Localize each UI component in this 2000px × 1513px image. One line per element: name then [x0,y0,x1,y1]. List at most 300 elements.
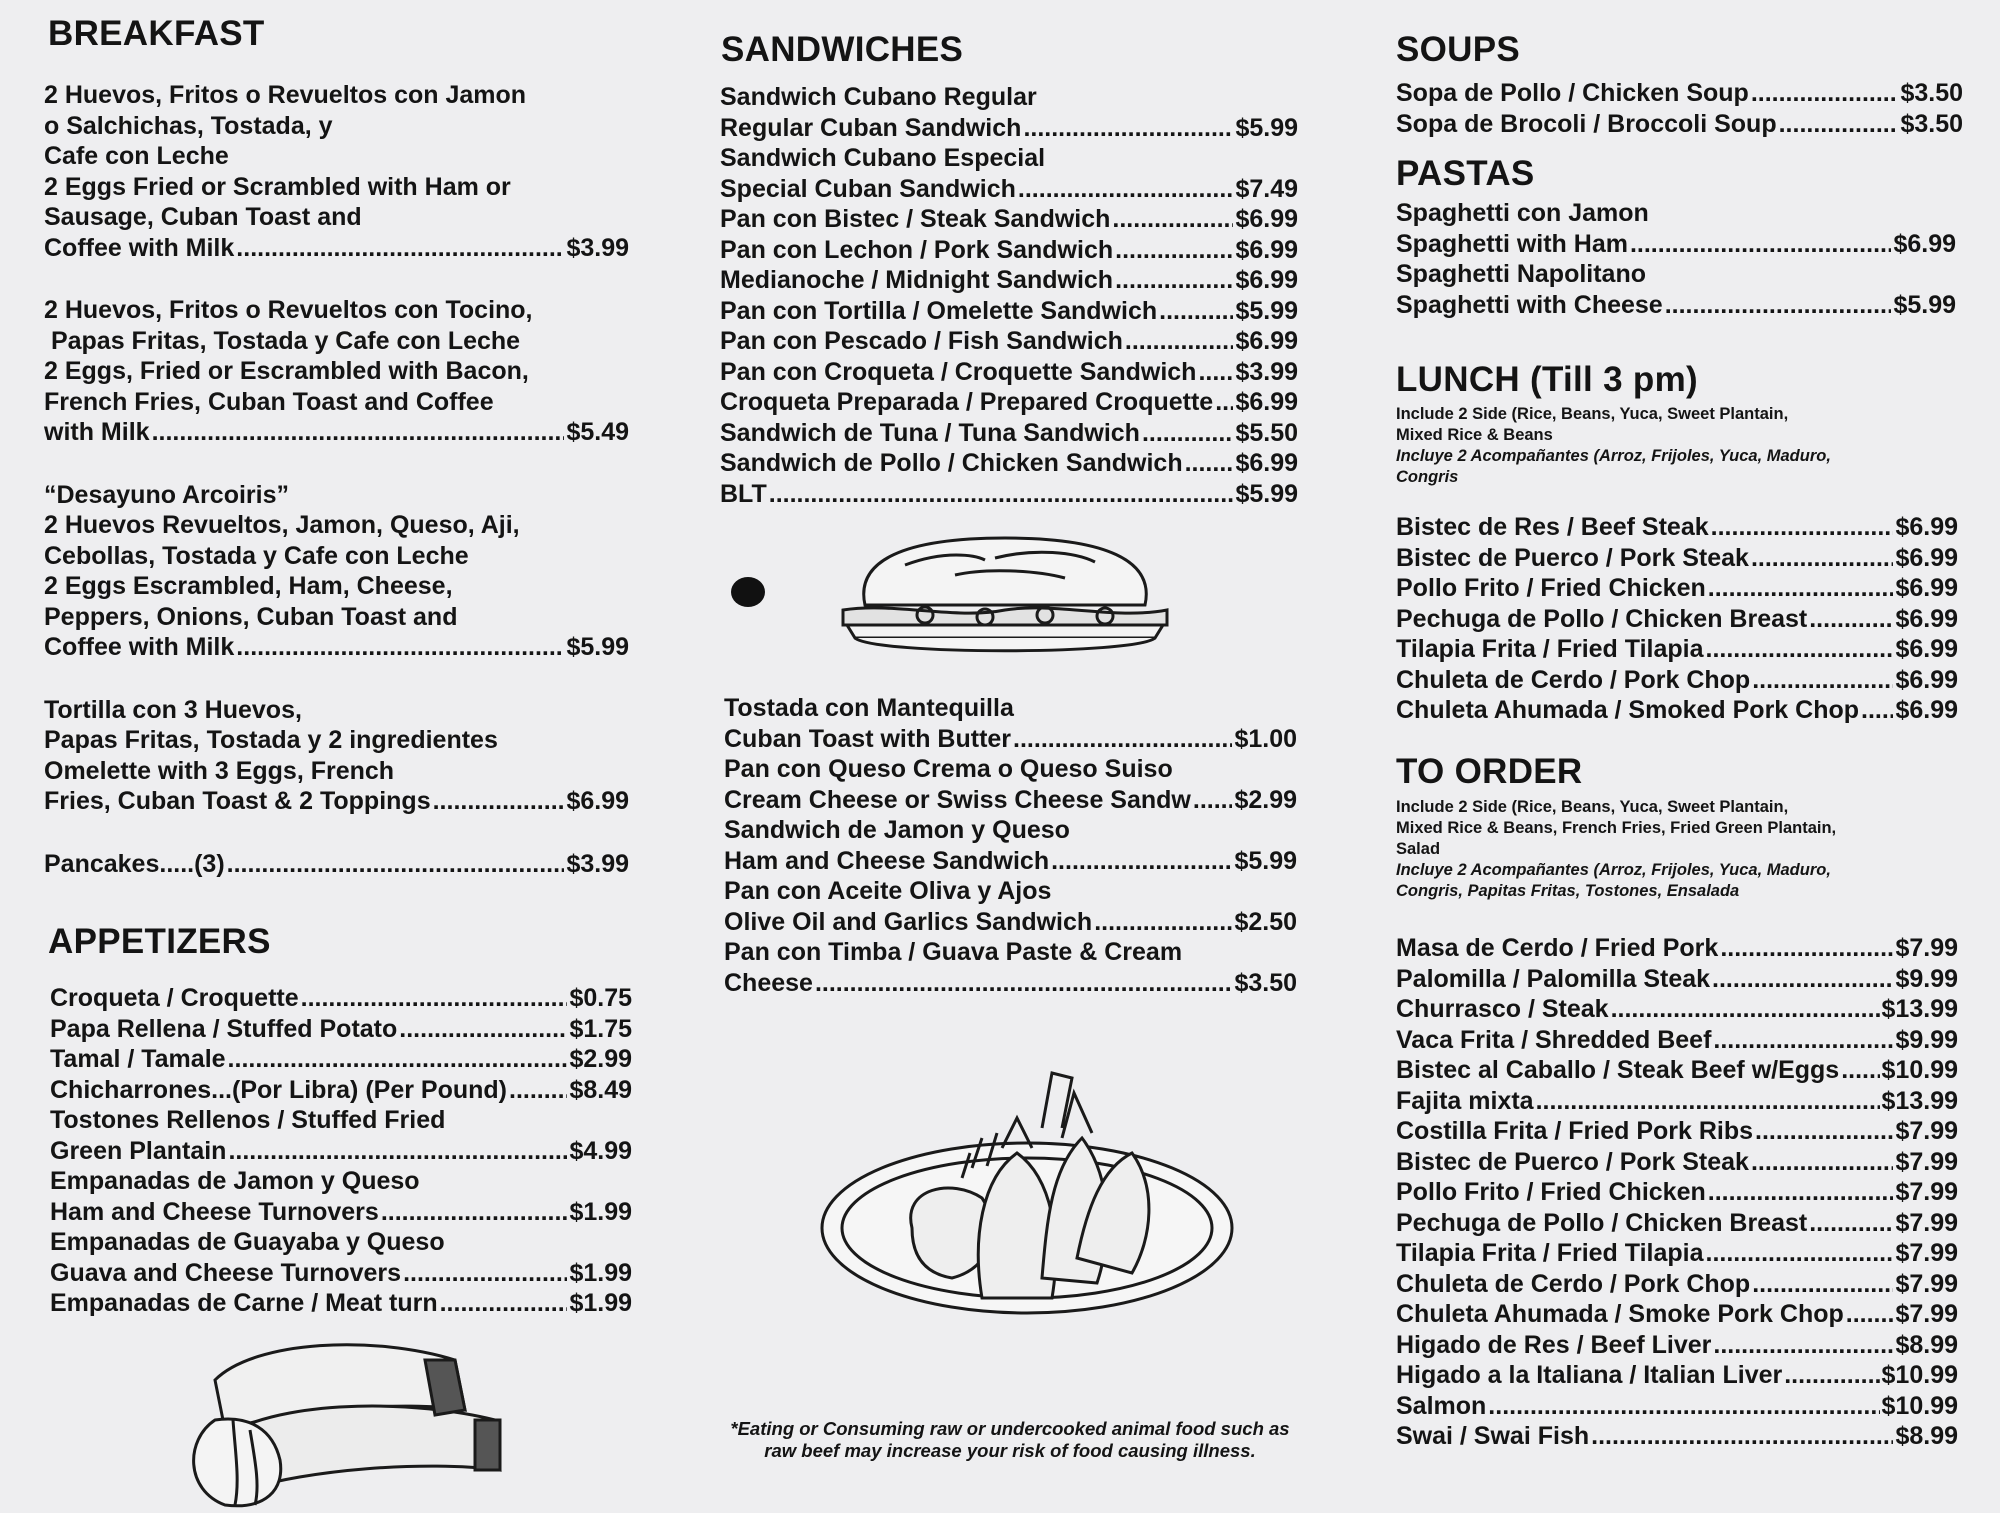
menu-item-name: Pollo Frito / Fried Chicken [1396,1178,1706,1206]
dot-leader [228,1136,567,1167]
pastas-list [1396,198,1956,320]
menu-item-name: Coffee with Milk [44,233,235,262]
menu-item-price-line [724,968,1297,999]
dot-leader [1115,265,1233,296]
menu-item-price: $5.99 [566,633,629,661]
dot-leader [440,1288,568,1319]
menu-item-text: 2 Eggs Escrambled, Ham, Cheese, [44,572,453,600]
dot-leader [1115,235,1233,266]
menu-item [720,479,1298,510]
menu-item [44,849,629,880]
dot-leader [1751,78,1899,109]
menu-item-price-line [44,417,629,448]
menu-item-name: Green Plantain [50,1136,227,1165]
menu-item-name: Empanadas de Carne / Meat turn [50,1289,438,1317]
menu-item-text: “Desayuno Arcoiris” [44,480,289,509]
menu-item-text: Empanadas de Jamon y Queso [50,1167,420,1195]
menu-item-text: 2 Huevos, Fritos o Revueltos con Jamon [44,81,527,109]
dot-leader [1198,357,1233,388]
menu-item-name: Pan con Tortilla / Omelette Sandwich [720,296,1158,325]
dot-leader [1706,634,1894,665]
menu-item-price: $10.99 [1881,1361,1958,1389]
menu-item [50,1166,632,1227]
menu-item-price-line [720,448,1298,479]
dot-leader [1023,113,1233,144]
menu-item-price: $6.99 [1895,604,1958,633]
menu-item-price: $5.99 [1893,290,1956,319]
menu-item-name: Fries, Cuban Toast & 2 Toppings [44,787,431,815]
menu-item-price: $13.99 [1881,1086,1958,1115]
menu-item-price: $8.99 [1895,1330,1958,1359]
dot-leader [1630,229,1891,260]
menu-item-name: Swai / Swai Fish [1396,1422,1590,1450]
menu-item-name: Higado a la Italiana / Italian Liver [1396,1361,1783,1389]
to-order-note-4: Incluye 2 Acompañantes (Arroz, Frijoles, Yuca, Maduro, [1396,861,1831,879]
to-order-title: TO ORDER [1396,752,1583,791]
menu-item-name: Bistec de Puerco / Pork Steak [1396,1147,1749,1176]
dot-leader [1611,994,1880,1025]
dot-leader [1193,785,1233,816]
menu-item-price: $1.00 [1234,724,1297,753]
dot-leader [1215,387,1233,418]
dot-leader [1094,907,1232,938]
menu-item-price-line [720,235,1298,266]
menu-item-price-line [720,113,1298,144]
menu-item-text: Pan con Aceite Oliva y Ajos [724,877,1052,905]
menu-item-name: Salmon [1396,1391,1487,1420]
menu-item [724,693,1297,754]
menu-item [1396,1147,1958,1178]
menu-item-price-line [1396,229,1956,260]
dot-leader [1861,695,1893,726]
menu-item [1396,695,1958,726]
menu-item-price: $6.99 [1895,665,1958,694]
menu-item [50,1014,632,1045]
menu-item-price-line [720,296,1298,327]
menu-item [1396,543,1958,574]
menu-item-name: Churrasco / Steak [1396,995,1609,1023]
menu-item-name: Bistec al Caballo / Steak Beef w/Eggs [1396,1056,1840,1084]
menu-item [44,80,629,263]
menu-item-price-line [1396,1177,1958,1208]
menu-item-price: $7.99 [1895,1300,1958,1328]
dot-leader [236,632,564,663]
menu-item [50,1288,632,1319]
menu-item [50,1075,632,1106]
soups-list [1396,78,1963,139]
footnote-line-1: *Eating or Consuming raw or undercooked animal food such as [730,1418,1290,1439]
menu-item-price: $5.99 [1235,296,1298,325]
dot-leader [1488,1391,1879,1422]
to-order-note [1396,797,1836,902]
menu-item-name: Papa Rellena / Stuffed Potato [50,1014,398,1043]
menu-item [1396,198,1956,259]
menu-item [1396,1299,1958,1330]
menu-item [1396,259,1956,320]
menu-item-price: $6.99 [1235,327,1298,355]
dot-leader [227,849,565,880]
menu-item-price-line [1396,994,1958,1025]
menu-item-price: $4.99 [569,1136,632,1165]
menu-item [720,387,1298,418]
menu-item-text: 2 Huevos, Fritos o Revueltos con Tocino, [44,296,533,324]
menu-item [1396,604,1958,635]
menu-item-price: $7.49 [1235,174,1298,203]
menu-item-price: $10.99 [1881,1391,1958,1420]
menu-item [724,754,1297,815]
menu-item-price: $6.99 [1235,449,1298,477]
menu-item-price-line [1396,695,1958,726]
menu-item [720,296,1298,327]
dot-leader [1125,326,1234,357]
breakfast-title: BREAKFAST [48,14,265,53]
dot-leader [1779,109,1899,140]
dot-leader [1712,964,1893,995]
dot-leader [1713,1025,1893,1056]
menu-item-name: Chuleta Ahumada / Smoked Pork Chop [1396,696,1860,724]
lunch-note-4: Congris [1396,468,1459,486]
dot-leader [1051,846,1232,877]
menu-item-price-line [44,632,629,663]
menu-item-price: $5.49 [566,418,629,446]
menu-item-price: $6.99 [1895,696,1958,724]
menu-item-price-line [720,418,1298,449]
menu-item-price: $6.99 [1235,235,1298,264]
dot-leader [509,1075,567,1106]
menu-item-price-line [1396,512,1958,543]
dot-leader [1013,724,1232,755]
menu-item-name: Croqueta / Croquette [50,984,299,1012]
menu-item-price-line [50,1288,632,1319]
menu-item-name: Pan con Bistec / Steak Sandwich [720,205,1111,233]
dot-leader [399,1014,567,1045]
dot-leader [1713,1330,1893,1361]
menu-item-price-line [50,1014,632,1045]
menu-item-name: Coffee with Milk [44,633,235,661]
menu-item-price-line [1396,634,1958,665]
menu-item-name: Regular Cuban Sandwich [720,113,1022,142]
tamale-garlic-illustration [155,1320,515,1510]
menu-item-price: $3.50 [1900,109,1963,138]
lunch-note-3: Incluye 2 Acompañantes (Arroz, Frijoles, Yuca, Maduro, [1396,447,1831,465]
menu-item [724,876,1297,937]
menu-item [50,1044,632,1075]
dot-leader [1751,1147,1894,1178]
menu-item-text: 2 Eggs, Fried or Escrambled with Bacon, [44,357,529,385]
menu-item-name: Pechuga de Pollo / Chicken Breast [1396,1208,1808,1237]
menu-item-price: $8.49 [569,1075,632,1104]
menu-item-name: Masa de Cerdo / Fried Pork [1396,934,1719,962]
menu-item-text: Omelette with 3 Eggs, French [44,756,395,785]
menu-item-price: $8.99 [1895,1422,1958,1450]
menu-item-name: with Milk [44,418,150,446]
to-order-note-3: Salad [1396,840,1441,858]
menu-item [44,480,629,663]
menu-item [50,1227,632,1288]
dot-leader [1708,573,1894,604]
menu-item-price-line [44,786,629,817]
menu-item-text: Pan con Timba / Guava Paste & Cream [724,938,1183,966]
menu-item-text: Cebollas, Tostada y Cafe con Leche [44,541,469,570]
menu-item-price: $3.99 [566,233,629,262]
menu-item [1396,634,1958,665]
menu-item-price-line [50,1258,632,1289]
menu-item-text: French Fries, Cuban Toast and Coffee [44,387,494,416]
to-order-note-1: Include 2 Side (Rice, Beans, Yuca, Sweet Plantain, [1396,798,1789,816]
menu-item-name: Pechuga de Pollo / Chicken Breast [1396,604,1808,633]
menu-item-price: $6.99 [1895,635,1958,663]
menu-item-price-line [1396,1421,1958,1452]
menu-item-name: Higado de Res / Beef Liver [1396,1330,1712,1359]
to-order-note-5: Congris, Papitas Fritas, Tostones, Ensalada [1396,882,1740,900]
menu-item-name: Palomilla / Palomilla Steak [1396,964,1711,993]
menu-item-text: Sandwich Cubano Especial [720,144,1046,172]
menu-item-text: Papas Fritas, Tostada y 2 ingredientes [44,726,498,754]
menu-item-price-line [1396,665,1958,696]
menu-item-price: $2.99 [569,1045,632,1073]
menu-item-name: Sopa de Brocoli / Broccoli Soup [1396,109,1777,138]
menu-item [720,357,1298,388]
menu-item-price: $6.99 [1895,574,1958,602]
menu-item-name: Cheese [724,968,813,997]
dot-leader [228,1044,568,1075]
menu-item-price-line [44,233,629,264]
menu-item-name: BLT [720,479,767,508]
menu-item-text: Sandwich Cubano Regular [720,83,1037,111]
menu-item-price-line [724,846,1297,877]
menu-item [1396,512,1958,543]
menu-item [1396,1391,1958,1422]
sandwiches-list [720,82,1298,509]
menu-item-price: $2.99 [1234,785,1297,814]
menu-dot-mark [728,574,768,610]
menu-item-price-line [1396,109,1963,140]
menu-item [724,815,1297,876]
menu-item-name: Sandwich de Pollo / Chicken Sandwich [720,449,1183,477]
dot-leader [403,1258,567,1289]
menu-item [720,265,1298,296]
menu-item-price: $1.75 [569,1014,632,1043]
menu-item-price-line [1396,1330,1958,1361]
menu-item-text: Papas Fritas, Tostada y Cafe con Leche [44,326,521,355]
menu-item [1396,1269,1958,1300]
menu-item-price-line [720,326,1298,357]
menu-item-price: $3.99 [1235,357,1298,386]
lunch-title: LUNCH (Till 3 pm) [1396,360,1698,399]
menu-item-name: Chuleta de Cerdo / Pork Chop [1396,665,1751,694]
menu-item-price: $6.99 [1235,266,1298,294]
menu-item-price-line [44,849,629,880]
menu-item-price: $6.99 [1893,229,1956,258]
menu-item-price: $7.99 [1895,1117,1958,1145]
menu-item-name: Chuleta Ahumada / Smoke Pork Chop [1396,1300,1844,1328]
dot-leader [236,233,564,264]
menu-item-name: Bistec de Puerco / Pork Steak [1396,543,1749,572]
menu-item-price: $6.99 [566,787,629,815]
menu-item-price-line [720,387,1298,418]
to-order-note-2: Mixed Rice & Beans, French Fries, Fried Green Plantain, [1396,819,1837,837]
dot-leader [1536,1086,1880,1117]
plate-illustration [812,1058,1242,1318]
footnote-line-2: raw beef may increase your risk of food causing illness. [764,1440,1256,1461]
lunch-note-2: Mixed Rice & Beans [1396,426,1553,444]
menu-item-price-line [1396,933,1958,964]
menu-item-name: Chicharrones...(Por Libra) (Per Pound) [50,1075,507,1104]
menu-item-name: Costilla Frita / Fried Pork Ribs [1396,1117,1754,1145]
lunch-note-1: Include 2 Side (Rice, Beans, Yuca, Sweet Plantain, [1396,405,1789,423]
menu-item [50,1105,632,1166]
menu-item-price-line [1396,1269,1958,1300]
menu-item-price-line [1396,543,1958,574]
menu-item-text: 2 Huevos Revueltos, Jamon, Queso, Aji, [44,511,520,539]
menu-item-price-line [50,1075,632,1106]
menu-item-text: Tostada con Mantequilla [724,694,1014,722]
menu-item-price-line [1396,573,1958,604]
menu-item-price-line [1396,1208,1958,1239]
menu-item [720,235,1298,266]
menu-item-price: $5.50 [1235,418,1298,447]
menu-item-price: $6.99 [1235,205,1298,233]
menu-item-price-line [50,1044,632,1075]
menu-item [50,983,632,1014]
menu-item-price: $7.99 [1895,1269,1958,1298]
menu-item-price-line [724,907,1297,938]
menu-item-price-line [50,983,632,1014]
menu-item-name: Cream Cheese or Swiss Cheese Sandw [724,785,1191,814]
dot-leader [1752,1269,1893,1300]
menu-item [1396,665,1958,696]
menu-item-text: Spaghetti con Jamon [1396,199,1649,227]
menu-item-text: Sausage, Cuban Toast and [44,203,362,231]
menu-item-text: Empanadas de Guayaba y Queso [50,1228,445,1256]
menu-item-name: Pan con Croqueta / Croquette Sandwich [720,357,1197,386]
menu-item-name: Tamal / Tamale [50,1045,226,1073]
breakfast-list [44,80,629,879]
menu-item-price-line [720,265,1298,296]
dot-leader [301,983,568,1014]
dot-leader [1720,933,1893,964]
dot-leader [1784,1360,1879,1391]
menu-item [720,448,1298,479]
menu-item-price-line [1396,1360,1958,1391]
menu-item [1396,1421,1958,1452]
menu-item [1396,1360,1958,1391]
menu-item-price: $7.99 [1895,1147,1958,1176]
menu-item-price-line [720,357,1298,388]
menu-item-text: Cafe con Leche [44,142,229,170]
menu-item-price: $9.99 [1895,1025,1958,1054]
dot-leader [1665,290,1892,321]
menu-item-name: Spaghetti with Cheese [1396,290,1663,319]
menu-item-price-line [724,724,1297,755]
dot-leader [1841,1055,1879,1086]
footnote [690,1418,1330,1462]
menu-item-name: Chuleta de Cerdo / Pork Chop [1396,1269,1751,1298]
menu-item [1396,1116,1958,1147]
menu-item [1396,1330,1958,1361]
menu-item-price: $6.99 [1895,513,1958,541]
menu-item [1396,1086,1958,1117]
menu-item-text: Tostones Rellenos / Stuffed Fried [50,1106,446,1134]
menu-item [1396,109,1963,140]
menu-item-name: Sandwich de Tuna / Tuna Sandwich [720,418,1140,447]
dot-leader [1751,543,1894,574]
menu-item [720,204,1298,235]
menu-item-price-line [1396,964,1958,995]
pastas-title: PASTAS [1396,154,1535,193]
menu-item [1396,964,1958,995]
menu-item-name: Tilapia Frita / Fried Tilapia [1396,635,1704,663]
menu-item-price-line [1396,1147,1958,1178]
dot-leader [1142,418,1233,449]
lunch-note [1396,404,1831,488]
dot-leader [1846,1299,1894,1330]
menu-item-price-line [1396,1299,1958,1330]
dot-leader [769,479,1234,510]
menu-item-price-line [50,1197,632,1228]
menu-item-price-line [1396,1116,1958,1147]
menu-item [1396,573,1958,604]
dot-leader [381,1197,568,1228]
menu-item-price-line [720,204,1298,235]
lunch-list [1396,512,1958,726]
menu-item-price: $7.99 [1895,1178,1958,1206]
menu-item-price: $1.99 [569,1289,632,1317]
menu-item-price-line [50,1136,632,1167]
menu-item-text: Sandwich de Jamon y Queso [724,816,1070,844]
menu-item [1396,1025,1958,1056]
menu-item-price-line [1396,78,1963,109]
menu-item-price: $7.99 [1895,1239,1958,1267]
menu-item [720,143,1298,204]
to-order-list [1396,933,1958,1452]
menu-item [1396,78,1963,109]
menu-item-price: $10.99 [1881,1056,1958,1084]
menu-item [720,82,1298,143]
menu-item-price: $7.99 [1895,934,1958,962]
menu-item-text: Tortilla con 3 Huevos, [44,695,302,724]
dot-leader [1809,1208,1893,1239]
menu-item-name: Pollo Frito / Fried Chicken [1396,574,1706,602]
menu-item [724,937,1297,998]
menu-item-name: Tilapia Frita / Fried Tilapia [1396,1239,1704,1267]
dot-leader [152,417,565,448]
menu-item-price-line [1396,1025,1958,1056]
menu-item-price: $6.99 [1235,388,1298,416]
appetizers-title: APPETIZERS [48,922,271,961]
menu-item-name: Cuban Toast with Butter [724,724,1012,753]
dot-leader [815,968,1232,999]
dot-leader [1711,512,1894,543]
menu-item-name: Spaghetti with Ham [1396,229,1628,258]
menu-item-price-line [1396,1391,1958,1422]
menu-item-price-line [1396,1086,1958,1117]
dot-leader [1706,1238,1894,1269]
menu-item-name: Olive Oil and Garlics Sandwich [724,907,1093,936]
menu-item-price: $5.99 [1235,113,1298,142]
menu-item-price: $2.50 [1234,907,1297,936]
soups-title: SOUPS [1396,30,1521,69]
sandwich-illustration [835,530,1175,670]
appetizers-list [50,983,632,1319]
menu-item-price: $3.50 [1900,79,1963,107]
menu-item-price: $1.99 [569,1258,632,1287]
menu-item [1396,933,1958,964]
menu-item [44,295,629,448]
menu-item [1396,1208,1958,1239]
menu-item-name: Vaca Frita / Shredded Beef [1396,1025,1712,1054]
menu-item-text: o Salchichas, Tostada, y [44,111,333,140]
